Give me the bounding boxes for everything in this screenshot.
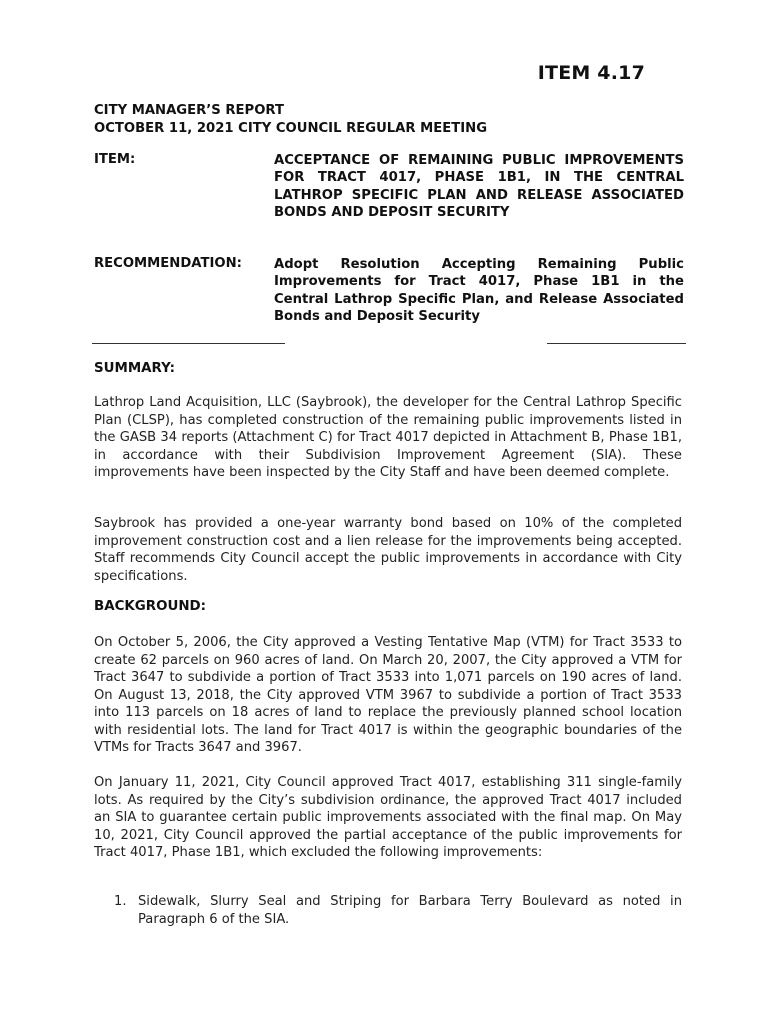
list-item — [114, 893, 682, 928]
background-heading: BACKGROUND: — [94, 599, 207, 614]
summary-paragraph-1: Lathrop Land Acquisition, LLC (Saybrook), the developer for the Central Lathrop Specific Plan (CLSP), has completed construction of the remaining public improvements listed in the GASB 34 reports (Attachment C) for Tract 4017 depicted in Attachment B, Phase 1B1, in accordance with their Subdivision Improvement Agreement (SIA). These improvements have been inspected by the City Staff and have been deemed complete. — [94, 395, 682, 480]
report-title: CITY MANAGER’S REPORT — [94, 103, 284, 118]
item-number: ITEM 4.17 — [537, 62, 645, 84]
report-header — [94, 102, 487, 137]
background-paragraph-2: On January 11, 2021, City Council approved Tract 4017, establishing 311 single-family lots. As required by the City’s subdivision ordinance, the approved Tract 4017 included an SIA to guarantee certain public improvements associated with the final map. On May 10, 2021, City Council approved the partial acceptance of the public improvements for Tract 4017, Phase 1B1, which excluded the following improvements: — [94, 775, 682, 860]
list-item-number: 1. — [114, 894, 127, 909]
meeting-date: OCTOBER 11, 2021 CITY COUNCIL REGULAR MEETING — [94, 120, 488, 136]
item-text: ACCEPTANCE OF REMAINING PUBLIC IMPROVEMENTS FOR TRACT 4017, PHASE 1B1, IN THE CENTRAL LATHROP SPECIFIC PLAN AND RELEASE ASSOCIATED BONDS AND DEPOSIT SECURITY — [274, 153, 684, 221]
item-label: ITEM: — [94, 152, 136, 167]
recommendation-label: RECOMMENDATION: — [94, 256, 242, 271]
divider-gap — [285, 339, 547, 347]
summary-heading: SUMMARY: — [94, 361, 175, 376]
background-paragraph-1: On October 5, 2006, the City approved a Vesting Tentative Map (VTM) for Tract 3533 to create 62 parcels on 960 acres of land. On March 20, 2007, the City approved a VTM for Tract 3647 to subdivide a portion of Tract 3533 into 1,071 parcels on 190 acres of land. On August 13, 2018, the City approved VTM 3967 to subdivide a portion of Tract 3533 into 113 parcels on 18 acres of land to replace the previously planned school location with residential lots. The land for Tract 4017 is within the geographic boundaries of the VTMs for Tracts 3647 and 3967. — [94, 635, 682, 755]
summary-paragraph-2: Saybrook has provided a one-year warranty bond based on 10% of the completed improvement construction cost and a lien release for the improvements being accepted. Staff recommends City Council accept the public improvements in accordance with City specifications. — [94, 516, 682, 584]
list-item-text: Sidewalk, Slurry Seal and Striping for Barbara Terry Boulevard as noted in Paragraph 6 of the SIA. — [138, 894, 682, 927]
recommendation-text: Adopt Resolution Accepting Remaining Public Improvements for Tract 4017, Phase 1B1 in the Central Lathrop Specific Plan, and Release Associated Bonds and Deposit Security — [274, 257, 684, 325]
